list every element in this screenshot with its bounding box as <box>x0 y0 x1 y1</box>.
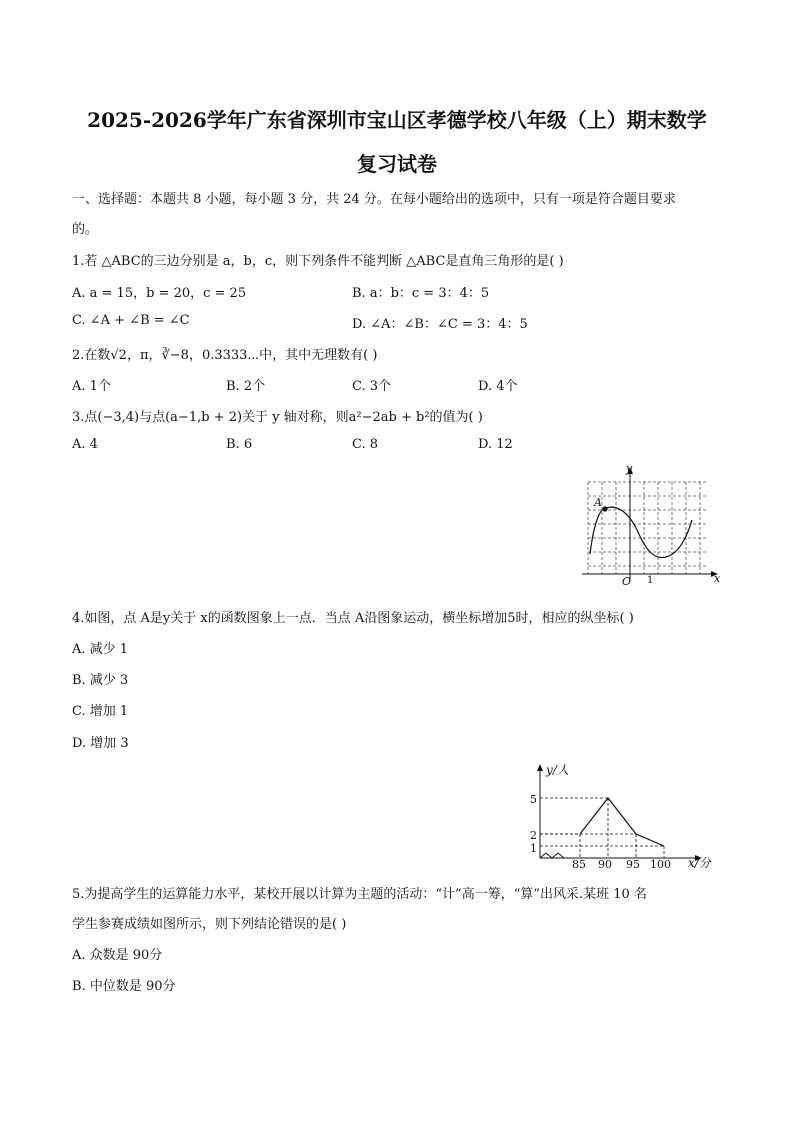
chart-y-tick-5: 5 <box>530 793 537 806</box>
question-5-option-b[interactable]: B. 中位数是 90分 <box>72 979 176 994</box>
chart-y-tick-1: 1 <box>530 842 537 855</box>
score-series-line <box>580 798 664 846</box>
question-4-option-b[interactable]: B. 减少 3 <box>72 673 129 688</box>
figure-grid <box>588 482 708 574</box>
exam-title-line2: 复习试卷 <box>357 152 437 176</box>
question-2-option-a[interactable]: A. 1个 <box>72 379 111 394</box>
section-intro-line2: 的。 <box>72 222 99 237</box>
axis-break-zigzag <box>540 853 564 858</box>
question-3-option-c[interactable]: C. 8 <box>352 437 379 452</box>
chart-y-label: y/人 <box>546 763 569 777</box>
question-3-option-d[interactable]: D. 12 <box>478 437 513 452</box>
tick-label-1: 1 <box>647 575 654 586</box>
exam-title-line1: 2025-2026学年广东省深圳市宝山区孝德学校八年级（上）期末数学 <box>87 108 707 132</box>
chart-x-tick-100: 100 <box>650 858 671 871</box>
chart-x-tick-90: 90 <box>598 858 612 871</box>
chart-x-tick-85: 85 <box>572 858 586 871</box>
point-a-dot <box>602 506 607 511</box>
question-2-option-b[interactable]: B. 2个 <box>226 379 266 394</box>
question-2-option-d[interactable]: D. 4个 <box>478 379 518 394</box>
y-axis-label: y <box>626 462 633 475</box>
question-3-stem: 3.点(−3,4)与点(a−1,b + 2)关于 y 轴对称，则a²−2ab + b²的值为( ) <box>72 410 483 425</box>
section-intro-line1: 一、选择题：本题共 8 小题，每小题 3 分，共 24 分。在每小题给出的选项中，只有一项是符合题目要求 <box>72 192 676 207</box>
question-4-stem: 4.如图，点 A是y关于 x的函数图象上一点．当点 A沿图象运动，横坐标增加5时，相应的纵坐标( ) <box>72 611 634 626</box>
question-4-figure <box>578 462 728 586</box>
question-4-option-c[interactable]: C. 增加 1 <box>72 704 129 719</box>
x-axis-label: x <box>714 572 721 585</box>
question-5-chart <box>512 758 742 873</box>
question-5-option-a[interactable]: A. 众数是 90分 <box>72 948 163 963</box>
question-5-stem-line1: 5.为提高学生的运算能力水平，某校开展以计算为主题的活动：“计”高一筹，“算”出风采.某班 10 名 <box>72 887 647 902</box>
question-5-stem-line2: 学生参赛成绩如图所示，则下列结论错误的是( ) <box>72 917 347 932</box>
chart-y-tick-2: 2 <box>530 829 537 842</box>
question-1-option-a[interactable]: A. a = 15，b = 20，c = 25 <box>72 286 247 301</box>
function-curve <box>590 507 692 557</box>
question-1-option-d[interactable]: D. ∠A：∠B：∠C = 3：4：5 <box>352 317 528 332</box>
point-a-label: A <box>594 496 602 509</box>
chart-y-axis-arrow-icon <box>537 764 543 771</box>
question-3-option-b[interactable]: B. 6 <box>226 437 253 452</box>
question-2-option-c[interactable]: C. 3个 <box>352 379 392 394</box>
question-1-option-c[interactable]: C. ∠A + ∠B = ∠C <box>72 313 190 328</box>
chart-x-tick-95: 95 <box>626 858 640 871</box>
origin-label: O <box>622 575 632 588</box>
question-1-stem: 1.若 △ABC的三边分别是 a，b，c，则下列条件不能判断 △ABC是直角三角形的是( ) <box>72 254 564 269</box>
question-2-stem: 2.在数√2，π，∛−8，0.3333⋯中，其中无理数有( ) <box>72 348 378 363</box>
chart-x-label: x/分 <box>688 856 711 870</box>
question-4-option-d[interactable]: D. 增加 3 <box>72 736 129 751</box>
question-1-option-b[interactable]: B. a：b：c = 3：4：5 <box>352 286 490 301</box>
question-4-option-a[interactable]: A. 减少 1 <box>72 642 129 657</box>
question-3-option-a[interactable]: A. 4 <box>72 437 98 452</box>
